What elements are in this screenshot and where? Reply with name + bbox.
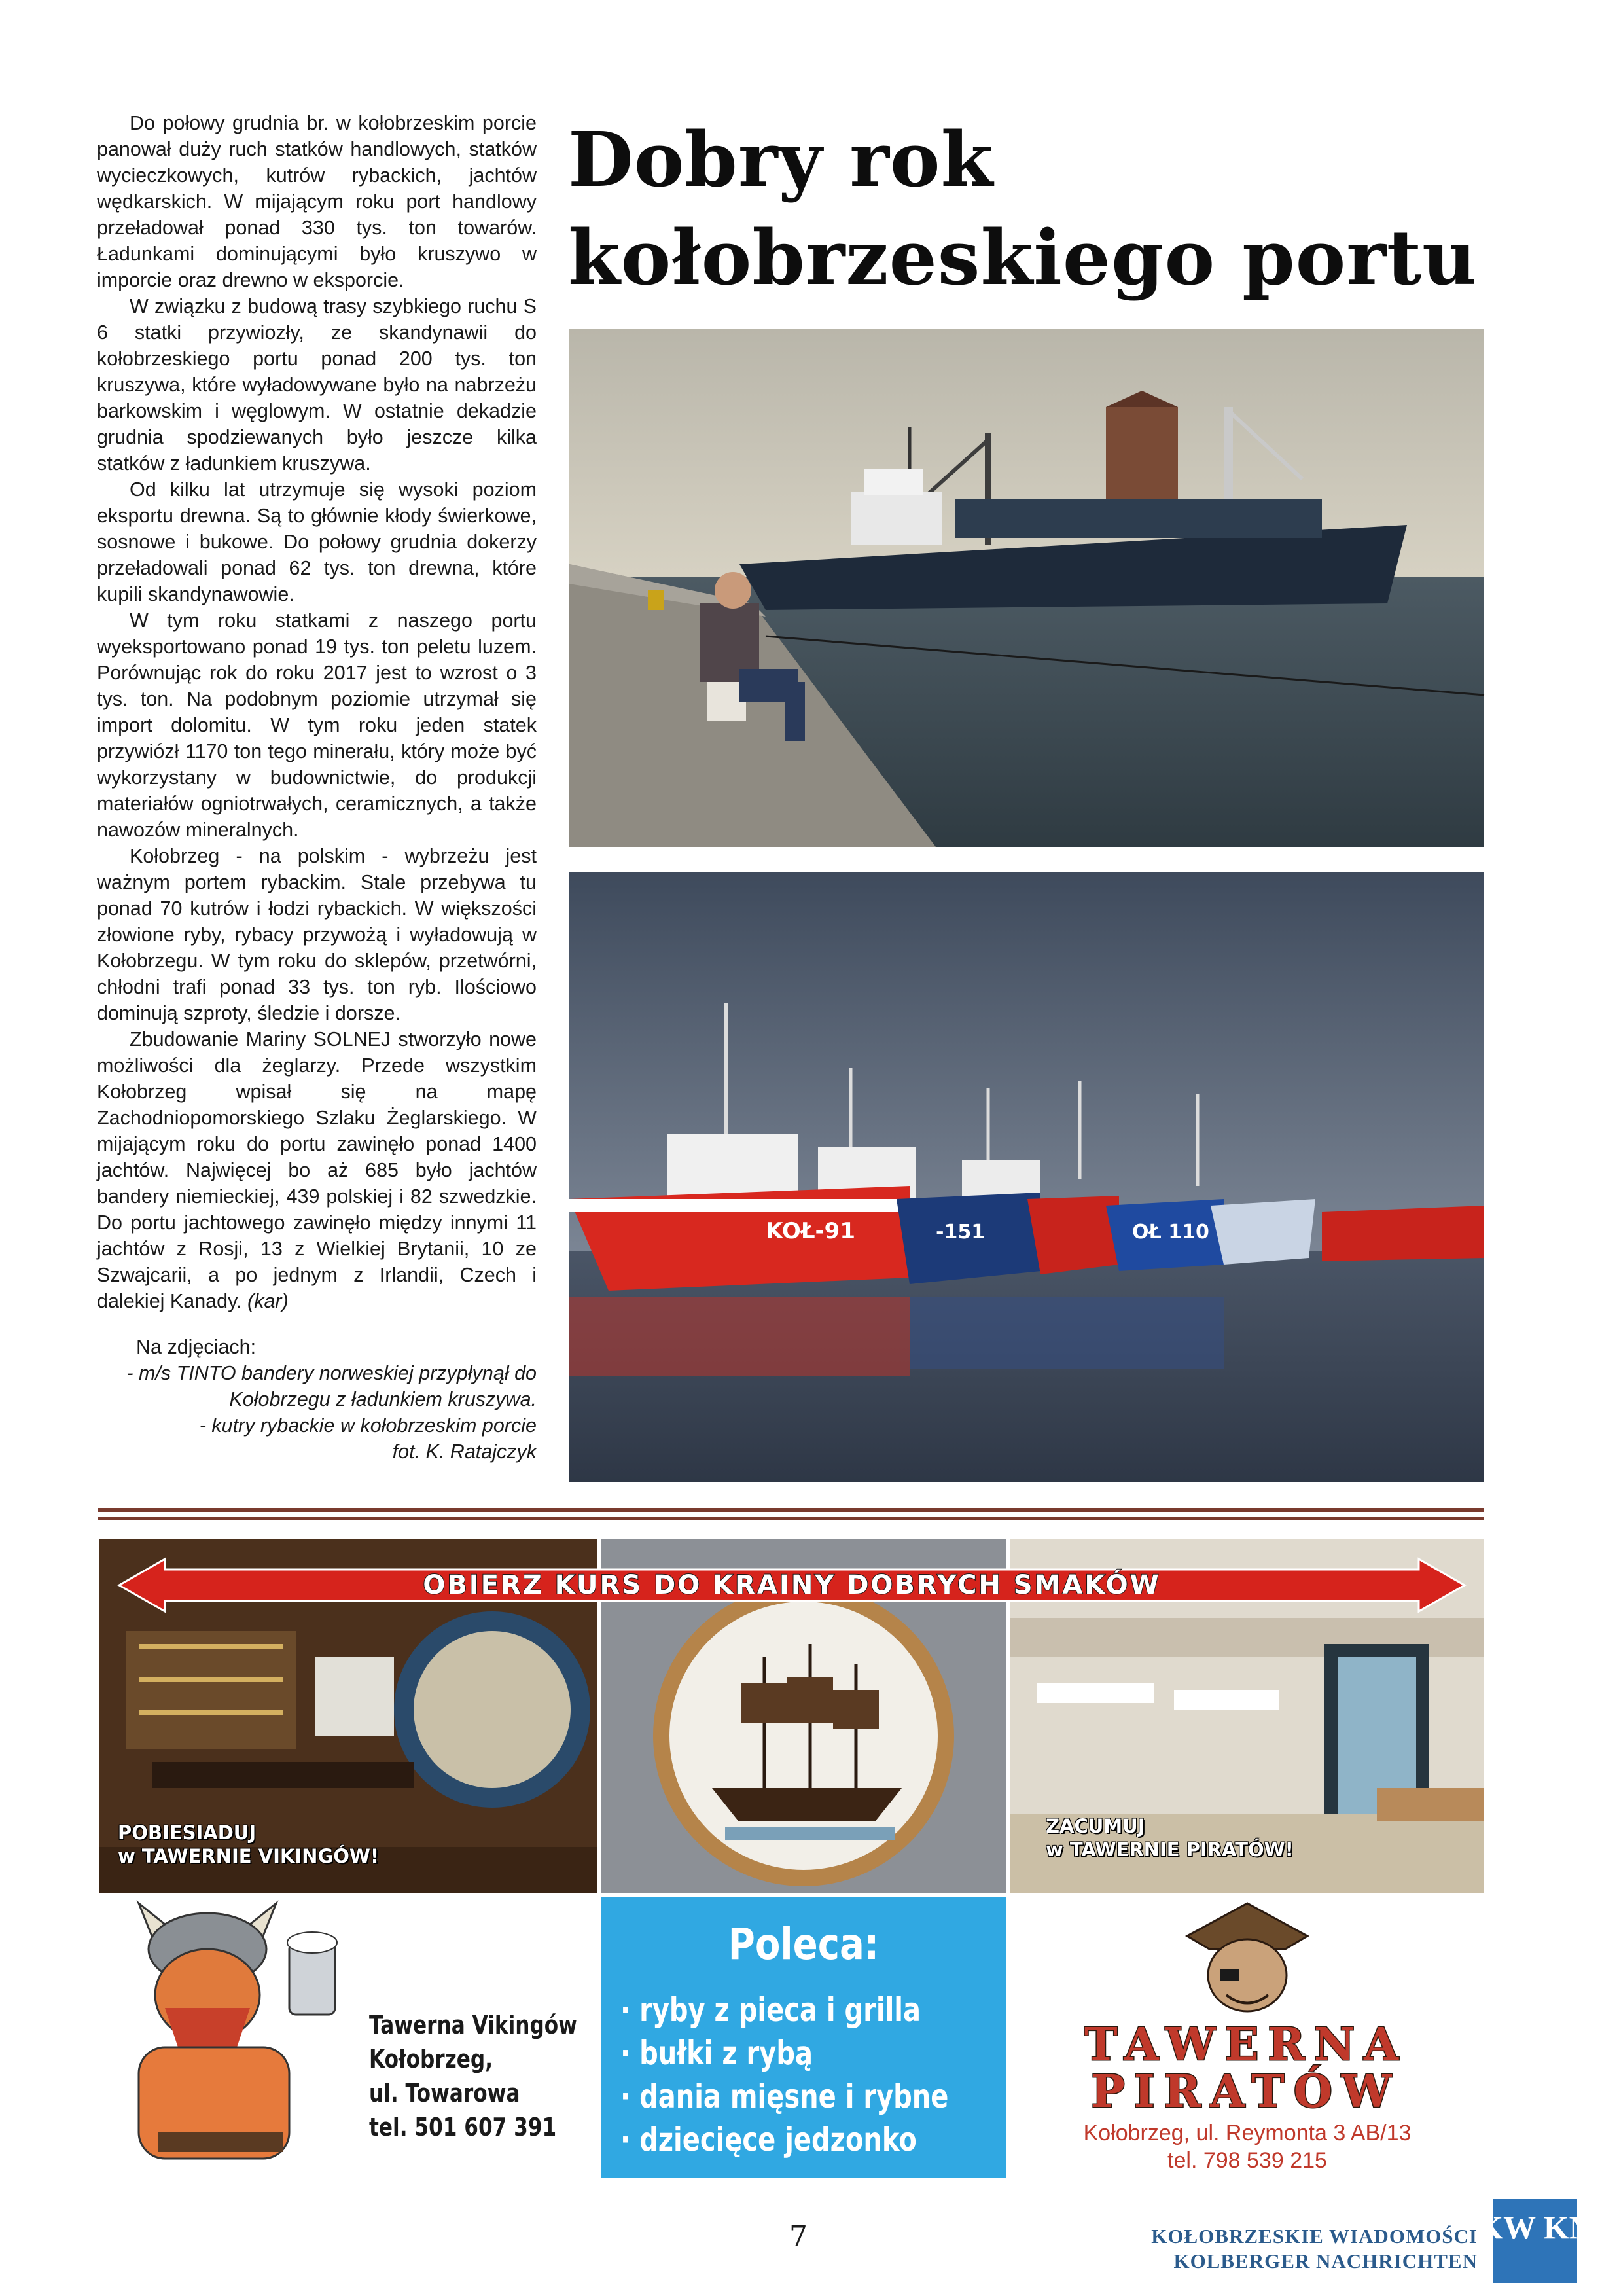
pirates-tagline-line: w TAWERNIE PIRATÓW! — [1046, 1839, 1294, 1861]
article-paragraph-last — [97, 1026, 537, 1314]
headline — [568, 111, 1484, 308]
article-paragraph: W związku z budową trasy szybkiego ruchu S 6 statki przywiozły, ze skandynawii do kołobrzeskiego portu ponad 200 tys. ton kruszywa, które wyładowywane było na nabrzeżu barkowskim i węglowym. W ostatnie dekadzie grudnia spodziewanych było jeszcze kilka statków z ładunkiem kruszywa. — [97, 295, 537, 475]
masthead — [1137, 2224, 1478, 2274]
poleca-item: · dziecięce jedzonko — [620, 2121, 917, 2159]
poleca-item: · dania mięsne i rybne — [620, 2077, 949, 2115]
vikings-city: Kołobrzeg, — [369, 2045, 493, 2073]
pirates-logo-line: TAWERNA — [1084, 2018, 1408, 2071]
masthead-line: KOŁOBRZESKIE WIADOMOŚCI — [1151, 2225, 1478, 2248]
pirates-tagline — [1046, 1814, 1294, 1861]
pirates-logo-line: PIRATÓW — [1091, 2066, 1401, 2118]
headline-line-1: Dobry rok — [568, 116, 994, 204]
vikings-tagline — [118, 1821, 379, 1868]
photo-cargo-ship-fisherman — [569, 329, 1484, 847]
vikings-tagline-line: w TAWERNIE VIKINGÓW! — [118, 1845, 380, 1867]
article-paragraph: Od kilku lat utrzymuje się wysoki poziom eksportu drewna. Są to głównie kłody świerkowe, sosnowe i bukowe. Do połowy grudnia dokerzy przeładowali ponad 62 tys. ton drewna, które kupili skandynawowie. — [97, 478, 537, 605]
article-paragraph: Do połowy grudnia br. w kołobrzeskim porcie panował duży ruch statków handlowych, statków wycieczkowych, kutrów rybackich, jachtów wędkarskich. W mijającym roku port handlowy przeładował ponad 330 tys. ton towarów. Ładunkami dominującymi było kruszywo w imporcie oraz drewno w eksporcie. — [97, 112, 537, 291]
article-paragraph-text: Zbudowanie Mariny SOLNEJ stworzyło nowe możliwości dla żeglarzy. Przede wszystkim Kołobrzeg wpisał się na mapę Zachodniopomorskiego Szlaku Żeglarskiego. W mijającym roku do portu zawinęło ponad 1400 jachtów. Najwięcej bo aż 685 było jachtów bandery niemieckiej, 439 polskiej i 82 szwedzkie. Do portu jachtowego zawinęło między innymi 11 jachtów z Rosji, 13 z Wielkiej Brytanii, 10 ze Szwajcarii, a po jednym z Irlandii, Czech i dalekiej Kanady. — [97, 1028, 537, 1312]
photo-caption — [97, 1334, 537, 1465]
vikings-name: Tawerna Vikingów — [369, 2011, 577, 2039]
pirates-tagline-line: ZACUMUJ — [1046, 1815, 1145, 1837]
poleca-item: · ryby z pieca i grilla — [620, 1991, 921, 2029]
headline-line-2: kołobrzeskiego portu — [568, 214, 1478, 302]
divider-line — [98, 1508, 1484, 1512]
article-paragraph: Kołobrzeg - na polskim - wybrzeżu jest ważnym portem rybackim. Stale przebywa tu ponad 70 kutrów i łodzi rybackich. W większości złowione ryby, rybacy przywożą i wyładowują w Kołobrzegu. W tym roku do sklepów, przetwórni, chłodni trafi ponad 33 tys. ton ryb. Ilościowo dominują szproty, śledzie i dorsze. — [97, 845, 537, 1024]
kwkn-logo-icon — [1478, 2199, 1593, 2283]
divider-line — [98, 1517, 1484, 1520]
pirates-contact — [1010, 2119, 1484, 2174]
vikings-contact — [369, 2008, 577, 2144]
poleca-list — [620, 1988, 948, 2161]
caption-heading: Na zdjęciach: — [136, 1336, 257, 1358]
vikings-tagline-line: POBIESIADUJ — [118, 1821, 257, 1844]
ad-banner-text: OBIERZ KURS DO KRAINY DOBRYCH SMAKÓW — [423, 1570, 1161, 1600]
ad-panel-poleca — [601, 1897, 1006, 2178]
poleca-title: Poleca: — [728, 1919, 880, 1969]
caption-line: - m/s TINTO bandery norweskiej przypłynął do Kołobrzegu z ładunkiem kruszywa. — [126, 1362, 537, 1410]
kwkn-logo — [1478, 2199, 1593, 2283]
pirates-phone: tel. 798 539 215 — [1167, 2148, 1327, 2173]
ad-panel-vikings-info — [99, 1897, 597, 2178]
pirates-logo-text — [1050, 2018, 1442, 2118]
photo-fishing-boats-illustration — [569, 872, 1484, 1482]
restaurant-advertisement — [99, 1539, 1484, 2178]
boat-code-2: -151 — [936, 1221, 986, 1244]
article-paragraph: W tym roku statkami z naszego portu wyeksportowano ponad 19 tys. ton peletu luzem. Porównując rok do roku 2017 jest to wzrost o 3 tys. ton. Na podobnym poziomie utrzymał się import dolomitu. W tym roku jeden statek przywiózł 1170 ton tego minerału, który może być wykorzystany w budownictwie, do produkcji materiałów ogniotrwałych, ceramicznych, a także nawozów mineralnych. — [97, 609, 537, 841]
boat-code-3: OŁ 110 — [1132, 1221, 1209, 1244]
page-number: 7 — [789, 2220, 808, 2253]
photo-cargo-ship-illustration — [569, 329, 1484, 847]
vikings-phone: tel. 501 607 391 — [369, 2113, 557, 2142]
vikings-street: ul. Towarowa — [369, 2079, 520, 2108]
poleca-item: · bułki z rybą — [620, 2034, 813, 2072]
photo-fishing-boats — [569, 872, 1484, 1482]
section-divider — [98, 1508, 1484, 1520]
boat-code-1: KOŁ-91 — [766, 1218, 855, 1244]
kwkn-logo-text: KW KN — [1478, 2209, 1593, 2246]
caption-line: - kutry rybackie w kołobrzeskim porcie — [199, 1414, 537, 1437]
ad-banner — [119, 1559, 1465, 1611]
author-signature: (kar) — [247, 1290, 289, 1312]
masthead-line: KOLBERGER NACHRICHTEN — [1173, 2250, 1478, 2272]
article-body — [97, 110, 537, 1465]
photo-credit: fot. K. Ratajczyk — [392, 1441, 537, 1463]
pirates-address: Kołobrzeg, ul. Reymonta 3 AB/13 — [1083, 2121, 1412, 2145]
ad-panel-pirates-info — [1010, 1897, 1484, 2178]
